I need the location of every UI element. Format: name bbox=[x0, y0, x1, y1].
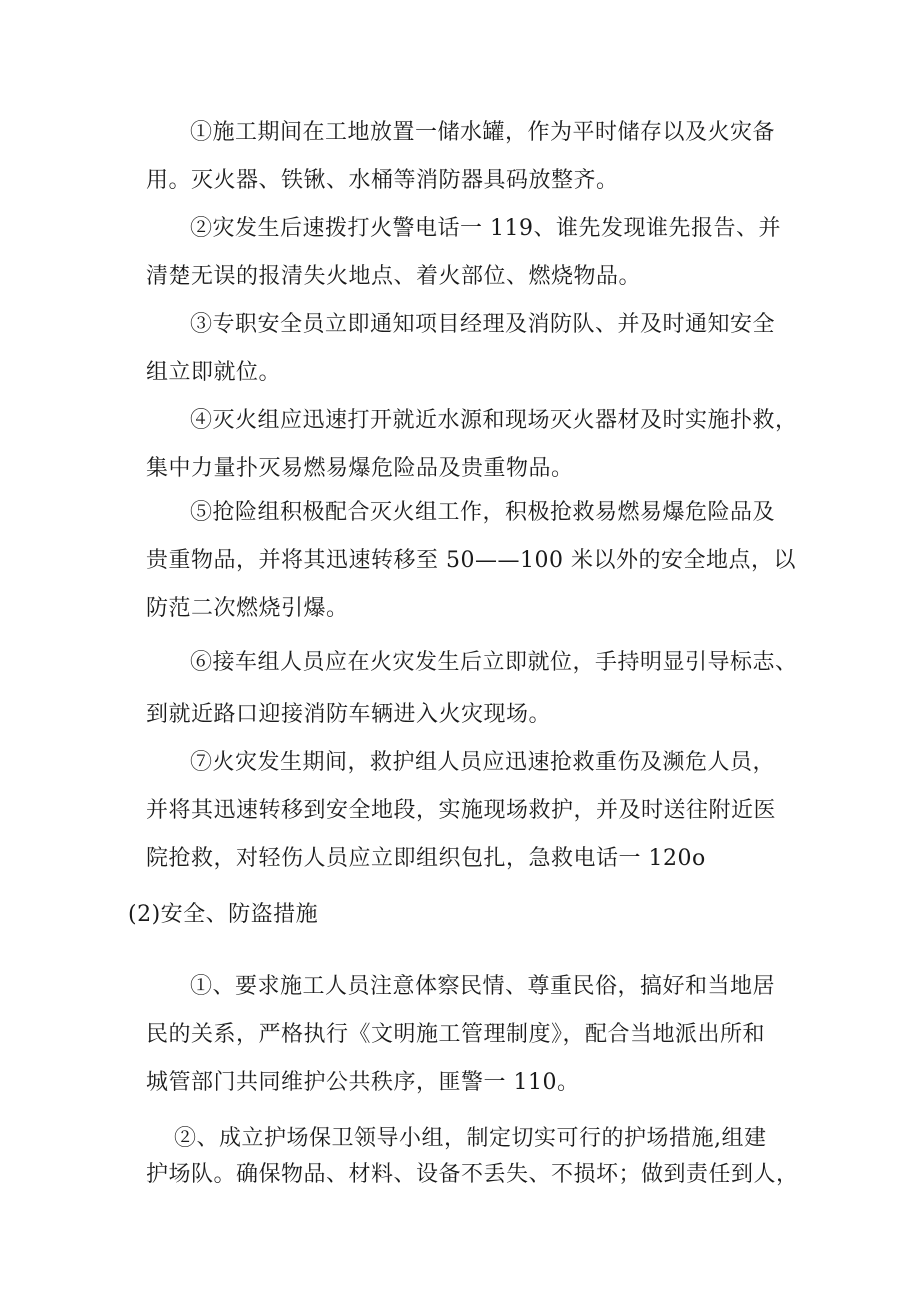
paragraph-1-line-1: ①施工期间在工地放置一储水罐，作为平时储存以及火灾备 bbox=[190, 120, 776, 145]
security-paragraph-2-line-2: 护场队。确保物品、材料、设备不丢失、不损坏；做到责任到人， bbox=[146, 1162, 799, 1187]
paragraph-2-line-1: ②灾发生后速拨打火警电话一 119、谁先发现谁先报告、并 bbox=[190, 216, 781, 241]
paragraph-5-line-3: 防范二次燃烧引爆。 bbox=[146, 596, 349, 621]
paragraph-3-line-1: ③专职安全员立即通知项目经理及消防队、并及时通知安全 bbox=[190, 312, 776, 337]
paragraph-6-line-1: ⑥接车组人员应在火灾发生后立即就位，手持明显引导标志、 bbox=[190, 650, 798, 675]
paragraph-7-line-3: 院抢救，对轻伤人员应立即组织包扎，急救电话一 120o bbox=[146, 846, 706, 871]
security-paragraph-2-line-1: ②、成立护场保卫领导小组，制定切实可行的护场措施,组建 bbox=[174, 1126, 767, 1151]
paragraph-1-line-2: 用。灭火器、铁锹、水桶等消防器具码放整齐。 bbox=[146, 168, 619, 193]
paragraph-4-line-2: 集中力量扑灭易燃易爆危险品及贵重物品。 bbox=[146, 456, 574, 481]
paragraph-2-line-2: 清楚无误的报清失火地点、着火部位、燃烧物品。 bbox=[146, 264, 642, 289]
paragraph-7-line-2: 并将其迅速转移到安全地段，实施现场救护，并及时送往附近医 bbox=[146, 798, 777, 823]
security-paragraph-1-line-3: 城管部门共同维护公共秩序，匪警一 110。 bbox=[146, 1070, 580, 1095]
paragraph-4-line-1: ④灭火组应迅速打开就近水源和现场灭火器材及时实施扑救， bbox=[190, 408, 798, 433]
paragraph-6-line-2: 到就近路口迎接消防车辆进入火灾现场。 bbox=[146, 702, 552, 727]
paragraph-7-line-1: ⑦火灾发生期间，救护组人员应迅速抢救重伤及濒危人员， bbox=[190, 750, 776, 775]
paragraph-3-line-2: 组立即就位。 bbox=[146, 360, 282, 385]
paragraph-5-line-2: 贵重物品，并将其迅速转移至 50——100 米以外的安全地点，以 bbox=[146, 548, 796, 573]
section-heading: (2)安全、防盗措施 bbox=[128, 902, 319, 927]
security-paragraph-1-line-2: 民的关系，严格执行《文明施工管理制度》，配合当地派出所和 bbox=[146, 1022, 766, 1047]
paragraph-5-line-1: ⑤抢险组积极配合灭火组工作，积极抢救易燃易爆危险品及 bbox=[190, 500, 776, 525]
security-paragraph-1-line-1: ①、要求施工人员注意体察民情、尊重民俗，搞好和当地居 bbox=[190, 974, 776, 999]
